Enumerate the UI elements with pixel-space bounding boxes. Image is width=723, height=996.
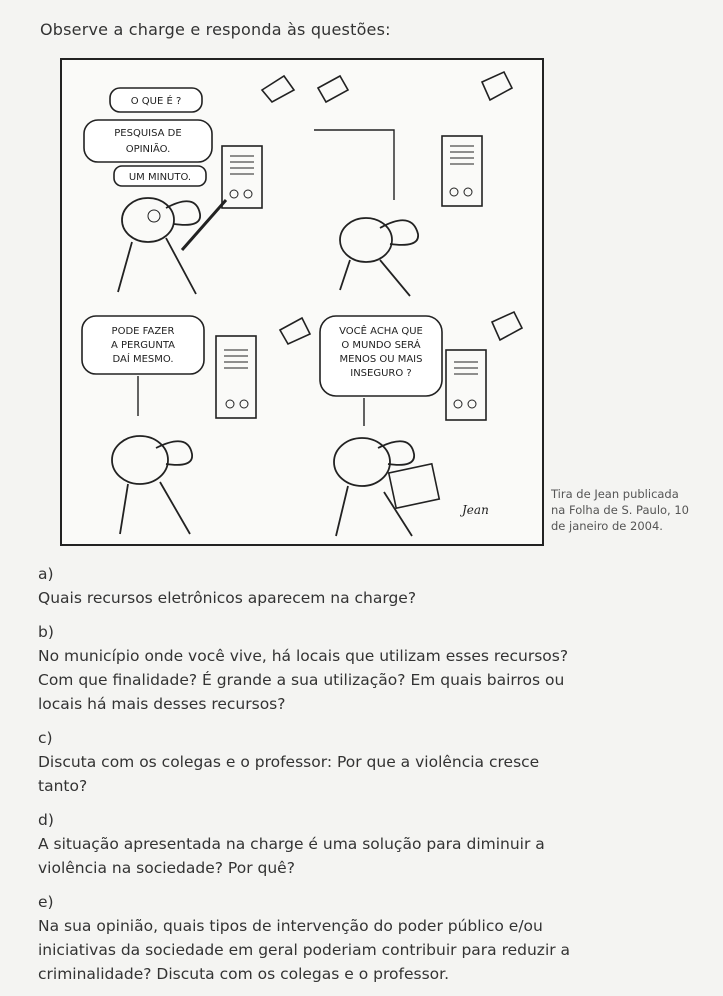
question-label: c): [38, 729, 53, 747]
bubble-question-line4: INSEGURO ?: [350, 368, 412, 379]
question-line: violência na sociedade? Por quê?: [38, 859, 295, 877]
caption: [551, 486, 721, 534]
clipboard: [389, 464, 440, 508]
question-line: Com que finalidade? É grande a sua utilização? Em quais bairros ou: [38, 671, 565, 689]
camera-3: [482, 72, 512, 100]
question-line: iniciativas da sociedade em geral poderiam contribuir para reduzir a: [38, 941, 571, 959]
question-line: Na sua opinião, quais tipos de intervenção do poder público e/ou: [38, 917, 543, 935]
question-label: e): [38, 893, 54, 911]
person-1-head: [122, 198, 174, 242]
question-label: a): [38, 565, 54, 583]
bubble-what-text: O QUE É ?: [130, 96, 182, 107]
question-line: Discuta com os colegas e o professor: Por que a violência cresce: [38, 753, 540, 771]
caption-line-1: Tira de Jean publicada: [551, 487, 679, 501]
comic-drawing: [62, 60, 542, 544]
question-c: [38, 726, 678, 798]
question-d: [38, 808, 678, 880]
question-b: [38, 620, 678, 716]
question-label: d): [38, 811, 54, 829]
person-3-head: [112, 436, 168, 484]
panel-2: [314, 72, 512, 296]
bubble-survey: [84, 120, 212, 162]
camera-1: [262, 76, 294, 102]
intercom-1: [222, 146, 262, 208]
question-line: Quais recursos eletrônicos aparecem na charge?: [38, 589, 417, 607]
caption-line-2: na Folha de S. Paulo, 10: [551, 503, 689, 517]
bubble-ask-line1: PODE FAZER: [111, 326, 175, 337]
signature: Jean: [462, 503, 489, 517]
intercom-3: [216, 336, 256, 418]
question-line: tanto?: [38, 777, 88, 795]
question-line: locais há mais desses recursos?: [38, 695, 286, 713]
bubble-minute-text: UM MINUTO.: [128, 172, 192, 183]
bubble-question-line3: MENOS OU MAIS: [339, 354, 423, 365]
intercom-4: [446, 350, 486, 420]
bubble-question-line2: O MUNDO SERÁ: [341, 340, 421, 351]
camera-5: [492, 312, 522, 340]
question-label: b): [38, 623, 54, 641]
caption-line-3: de janeiro de 2004.: [551, 519, 663, 533]
question-a: [38, 562, 678, 610]
bubble-ask-line3: DAÍ MESMO.: [112, 354, 174, 365]
person-4-head: [334, 438, 390, 486]
panel-1: [84, 76, 348, 294]
bubble-survey-line2: OPINIÃO.: [125, 144, 171, 155]
bubble-question-line1: VOCÊ ACHA QUE: [339, 326, 423, 337]
panel-4: [280, 312, 522, 536]
bubble-ask-line2: A PERGUNTA: [110, 340, 176, 351]
bubble-survey-line1: PESQUISA DE: [114, 128, 182, 139]
question-line: A situação apresentada na charge é uma solução para diminuir a: [38, 835, 545, 853]
question-e: [38, 890, 678, 986]
camera-2: [318, 76, 348, 102]
comic-strip: [60, 58, 544, 546]
camera-4: [280, 318, 310, 344]
person-2-head: [340, 218, 392, 262]
question-line: No município onde você vive, há locais que utilizam esses recursos?: [38, 647, 569, 665]
question-list: [38, 562, 678, 996]
intro-text: Observe a charge e responda às questões:: [40, 20, 391, 39]
question-line: criminalidade? Discuta com os colegas e o professor.: [38, 965, 450, 983]
panel-3: [82, 316, 256, 534]
